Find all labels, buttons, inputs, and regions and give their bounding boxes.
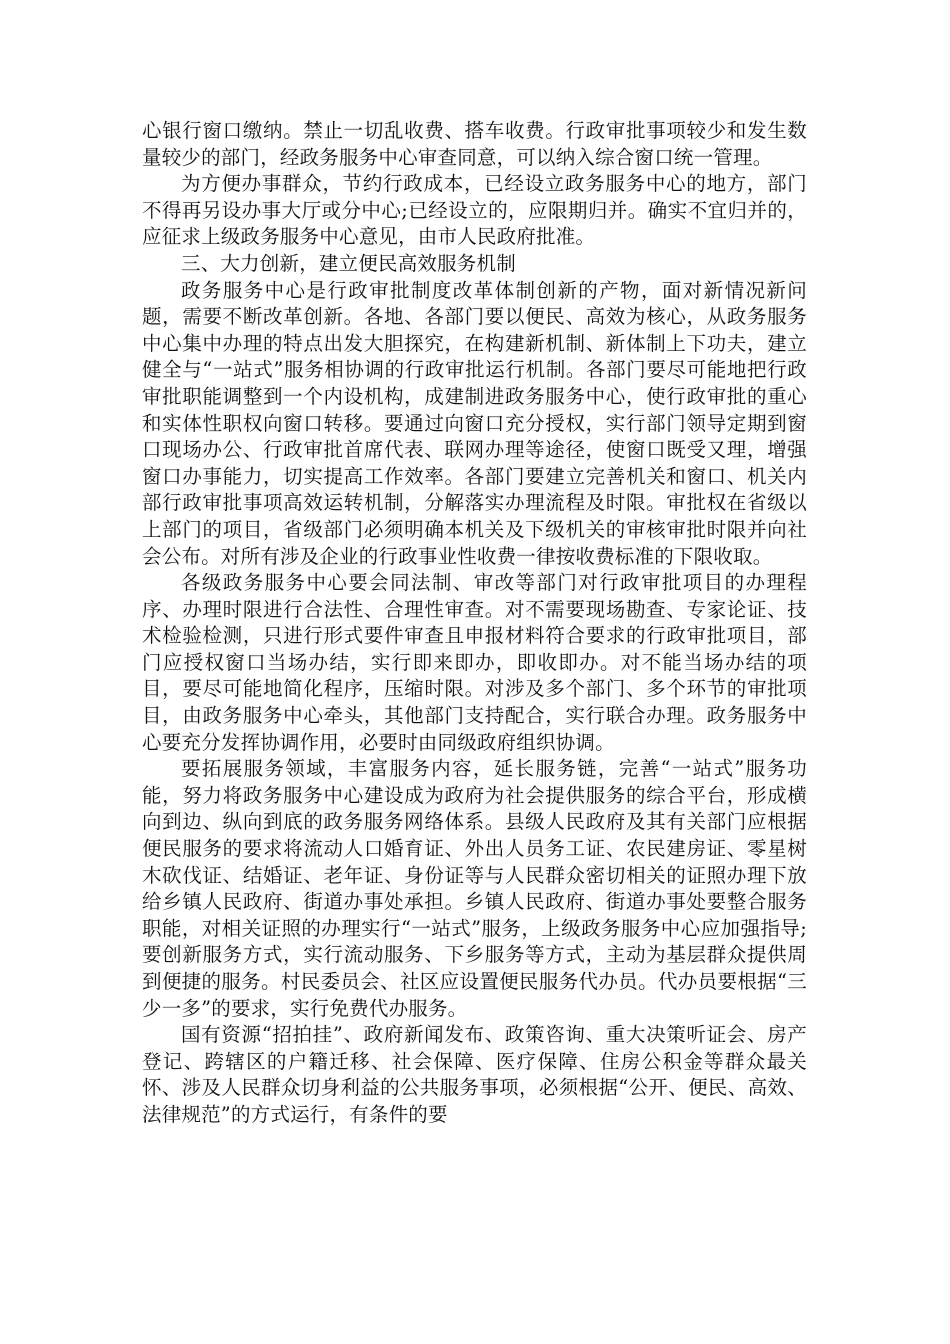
paragraph-continuation: 心银行窗口缴纳。禁止一切乱收费、搭车收费。行政审批事项较少和发生数量较少的部门，经政务服务中心审查同意，可以纳入综合窗口统一管理。 [142,119,807,169]
paragraph-consolidation: 为方便办事群众，节约行政成本，已经设立政务服务中心的地方，部门不得再另设办事大厅或分中心;已经设立的，应限期归并。确实不宜归并的，应征求上级政务服务中心意见，由市人民政府批准。 [142,172,807,249]
document-page [142,118,807,1129]
paragraph-service-expansion: 要拓展服务领域，丰富服务内容，延长服务链，完善“一站式”服务功能，努力将政务服务中心建设成为政府为社会提供服务的综合平台，形成横向到边、纵向到底的政务服务网络体系。县级人民政府及其有关部门应根据便民服务的要求将流动人口婚育证、外出人员务工证、农民建房证、零星树木砍伐证、结婚证、老年证、身份证等与人民群众密切相关的证照办理下放给乡镇人民政府、街道办事处承担。乡镇人民政府、街道办事处要整合服务职能，对相关证照的办理实行“一站式”服务，上级政务服务中心应加强指导;要创新服务方式，实行流动服务、下乡服务等方式，主动为基层群众提供周到便捷的服务。村民委员会、社区应设置便民服务代办员。代办员要根据“三少一多”的要求，实行免费代办服务。 [142,757,807,1020]
paragraph-review: 各级政务服务中心要会同法制、审改等部门对行政审批项目的办理程序、办理时限进行合法性、合理性审查。对不需要现场勘查、专家论证、技术检验检测，只进行形式要件审查且申报材料符合要求的行政审批项目，部门应授权窗口当场办结，实行即来即办，即收即办。对不能当场办结的项目，要尽可能地简化程序，压缩时限。对涉及多个部门、多个环节的审批项目，由政务服务中心牵头，其他部门支持配合，实行联合办理。政务服务中心要充分发挥协调作用，必要时由同级政府组织协调。 [142,571,807,754]
section-heading: 三、大力创新，建立便民高效服务机制 [181,251,516,275]
paragraph-innovation: 政务服务中心是行政审批制度改革体制创新的产物，面对新情况新问题，需要不断改革创新。各地、各部门要以便民、高效为核心，从政务服务中心集中办理的特点出发大胆探究，在构建新机制、新体制上下功夫，建立健全与“一站式”服务相协调的行政审批运行机制。各部门要尽可能地把行政审批职能调整到一个内设机构，成建制进政务服务中心，使行政审批的重心和实体性职权向窗口转移。要通过向窗口充分授权，实行部门领导定期到窗口现场办公、行政审批首席代表、联网办理等途径，使窗口既受又理，增强窗口办事能力，切实提高工作效率。各部门要建立完善机关和窗口、机关内部行政审批事项高效运转机制，分解落实办理流程及时限。审批权在省级以上部门的项目，省级部门必须明确本机关及下级机关的审核审批时限并向社会公布。对所有涉及企业的行政事业性收费一律按收费标准的下限收取。 [142,278,807,568]
paragraph-public-services: 国有资源“招拍挂”、政府新闻发布、政策咨询、重大决策听证会、房产登记、跨辖区的户籍迁移、社会保障、医疗保障、住房公积金等群众最关怀、涉及人民群众切身利益的公共服务事项，必须根据“公开、便民、高效、法律规范”的方式运行，有条件的要 [142,1023,807,1126]
